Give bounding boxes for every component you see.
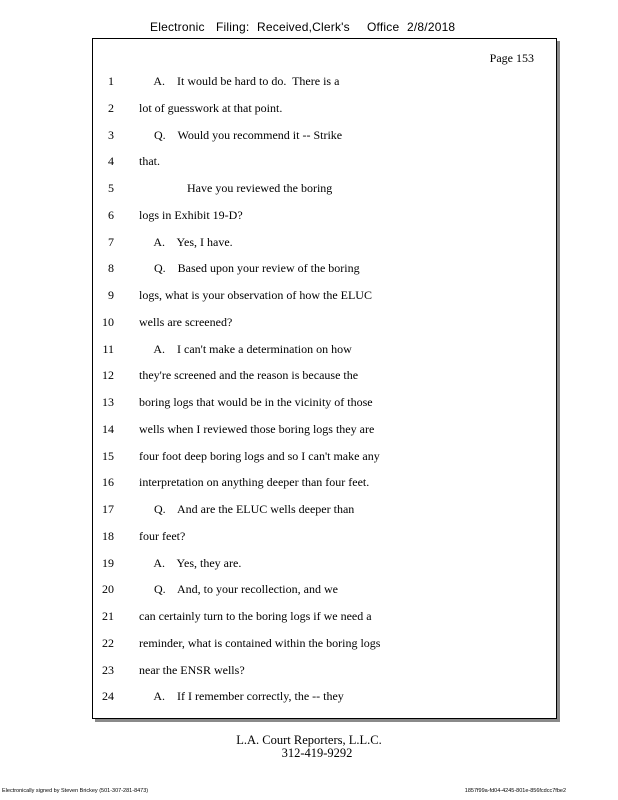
line-number: 3 [108,127,114,142]
transcript-line: near the ENSR wells? [139,662,245,677]
transcript-line: reminder, what is contained within the boring logs [139,635,381,650]
line-number: 12 [102,368,114,383]
line-number: 2 [108,100,114,115]
line-number: 9 [108,288,114,302]
transcript-line: they're screened and the reason is because the [139,368,359,383]
line-number: 10 [102,314,114,329]
transcript-line: lot of guesswork at that point. [139,100,283,115]
line-number: 5 [108,181,114,195]
line-number: 4 [108,154,114,169]
line-number: 11 [102,341,114,356]
page-number: Page 153 [489,51,534,65]
line-number: 20 [102,582,114,597]
line-number: 18 [102,528,114,543]
transcript-line: Q. And are the ELUC wells deeper than [139,502,355,516]
transcript-line: can certainly turn to the boring logs if we need a [139,609,372,623]
transcript-line: wells are screened? [139,314,233,329]
line-number: 15 [102,448,114,463]
footer-company: L.A. Court Reporters, L.L.C. [236,733,382,747]
transcript-line: logs, what is your observation of how the ELUC [139,288,372,302]
line-number: 23 [102,662,114,677]
header-date: 2/8/2018 [407,20,456,34]
transcript-line: A. Yes, they are. [139,555,242,570]
document-hash: 1857f99a-fd04-4245-801e-856fcdcc7fbe2 [464,788,566,794]
transcript-line: Q. Would you recommend it -- Strike [139,127,343,142]
transcript-line: boring logs that would be in the vicinity of those [139,395,373,409]
transcript-line: A. I can't make a determination on how [139,341,352,356]
header-word-filing: Filing: [216,20,250,34]
line-number: 13 [102,395,114,409]
electronic-signature: Electronically signed by Steven Brickey (501-307-281-8473) [2,788,149,794]
line-number: 1 [108,74,114,88]
line-number: 17 [102,502,114,516]
line-number: 22 [102,635,114,650]
transcript-line: wells when I reviewed those boring logs they are [139,421,375,436]
transcript-line: A. It would be hard to do. There is a [139,74,340,88]
line-number: 14 [102,421,114,436]
transcript-line: four foot deep boring logs and so I can't make any [139,448,380,463]
transcript-line: Q. Based upon your review of the boring [139,261,360,276]
line-number: 19 [102,555,114,570]
transcript-line: A. If I remember correctly, the -- they [139,689,344,704]
filing-header [0,20,618,38]
header-word-received: Received,Clerk's [257,20,350,34]
header-word-electronic: Electronic [150,20,205,34]
line-number: 6 [108,207,114,222]
transcript-line: A. Yes, I have. [139,234,233,249]
transcript-line: logs in Exhibit 19-D? [139,207,243,222]
header-word-office: Office [367,20,400,34]
transcript-line: Have you reviewed the boring [139,181,333,195]
line-number: 24 [102,689,114,704]
transcript-line: interpretation on anything deeper than four feet. [139,475,370,490]
transcript-line: four feet? [139,528,186,543]
line-number: 8 [108,261,114,276]
footer-phone: 312-419-9292 [281,746,353,760]
transcript-line: Q. And, to your recollection, and we [139,582,338,597]
transcript-line: that. [139,154,160,169]
line-number: 16 [102,475,114,490]
line-number: 21 [102,609,114,623]
line-number: 7 [108,234,114,249]
